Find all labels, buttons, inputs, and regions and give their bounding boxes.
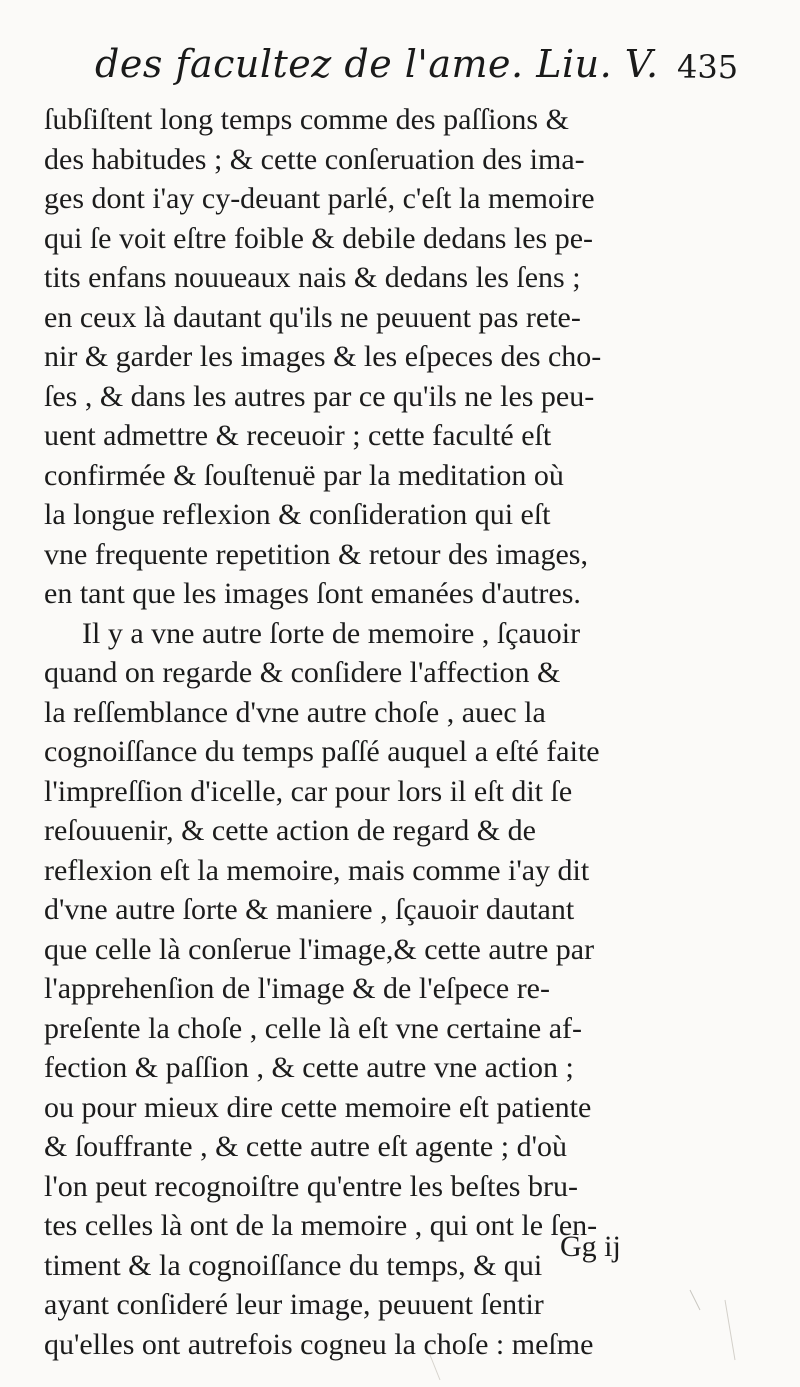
text-line: & ſouffrante , & cette autre eſt agente ; d'où	[44, 1130, 567, 1163]
text-line: confirmée & ſouſtenuë par la meditation où	[44, 458, 564, 492]
text-line: l'impreſſion d'icelle, car pour lors il eſt dit ſe	[44, 774, 573, 808]
text-line: l'on peut recognoiſtre qu'entre les beſtes bru-	[44, 1169, 578, 1203]
text-line: ou pour mieux dire cette memoire eſt patiente	[44, 1090, 592, 1124]
text-line: timent & la cognoiſſance du temps, & qui	[44, 1248, 543, 1282]
text-line: en tant que les images ſont emanées d'autres.	[44, 577, 581, 610]
text-line: tits enfans nouueaux nais & dedans les ſens ;	[44, 261, 581, 294]
text-line: uent admettre & receuoir ; cette faculté eſt	[44, 419, 552, 452]
text-line: qui ſe voit eſtre foible & debile dedans les pe-	[44, 221, 593, 255]
text-line: ayant conſideré leur image, peuuent ſentir	[44, 1288, 544, 1321]
text-line: la longue reflexion & conſideration qui eſt	[44, 498, 551, 531]
text-line: en ceux là dautant qu'ils ne peuuent pas rete-	[44, 300, 581, 334]
text-line: d'vne autre ſorte & maniere , ſçauoir dautant	[44, 893, 575, 926]
signature-mark: Gg ij	[560, 1230, 621, 1263]
text-line: que celle là conſerue l'image,& cette autre par	[44, 932, 595, 966]
paragraph-start-line: Il y a vne autre ſorte de memoire , ſçauoir	[82, 616, 581, 650]
text-line: fection & paſſion , & cette autre vne action ;	[44, 1051, 574, 1084]
paper-blemish	[725, 1300, 735, 1360]
text-line: cognoiſſance du temps paſſé auquel a eſté faite	[44, 735, 600, 768]
text-line: ges dont i'ay cy-deuant parlé, c'eſt la memoire	[44, 182, 595, 215]
paper-blemish	[430, 1355, 440, 1380]
text-line: qu'elles ont autrefois cogneu la choſe : meſme	[44, 1327, 594, 1361]
text-line: vne frequente repetition & retour des images,	[44, 537, 588, 571]
paper-blemish	[690, 1290, 700, 1310]
text-line: preſente la choſe , celle là eſt vne certaine af-	[44, 1011, 583, 1045]
text-line: l'apprehenſion de l'image & de l'eſpece re-	[44, 972, 550, 1005]
text-line: ſes , & dans les autres par ce qu'ils ne les peu-	[44, 379, 595, 413]
text-line: nir & garder les images & les eſpeces des cho-	[44, 340, 602, 373]
page-number: 435	[677, 48, 739, 86]
text-line: ſubſiſtent long temps comme des paſſions &	[44, 103, 569, 136]
text-line: la reſſemblance d'vne autre choſe , auec la	[44, 695, 546, 729]
text-line: reſouuenir, & cette action de regard & de	[44, 814, 536, 847]
text-line: tes celles là ont de la memoire , qui ont le ſen-	[44, 1209, 598, 1242]
chapter-heading: des facultez de l'ame. Liu. V.	[95, 42, 659, 86]
text-line: quand on regarde & conſidere l'affection &	[44, 656, 561, 689]
text-line: reflexion eſt la memoire, mais comme i'ay dit	[44, 853, 590, 887]
text-line: des habitudes ; & cette conſeruation des ima-	[44, 142, 585, 176]
